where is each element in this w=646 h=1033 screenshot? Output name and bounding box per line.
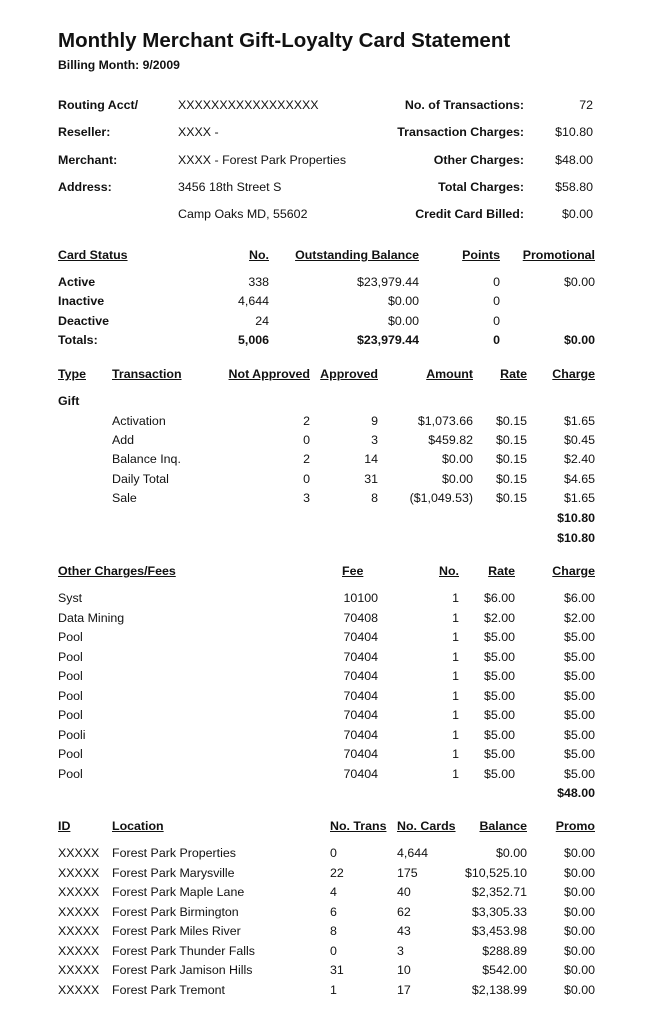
location-promo: $0.00 xyxy=(563,904,595,919)
location-cards: 43 xyxy=(397,924,411,938)
fee-rate: $5.00 xyxy=(483,688,515,703)
total-promotional: $0.00 xyxy=(563,333,595,347)
totals-label: Totals: xyxy=(58,333,98,347)
summary-value: $58.80 xyxy=(555,180,593,194)
column-header: ID xyxy=(58,819,71,833)
fee-rate: $5.00 xyxy=(483,766,515,781)
location-cards: 3 xyxy=(397,943,404,958)
fee-rate: $5.00 xyxy=(483,630,515,644)
fee-code: 70408 xyxy=(343,610,378,625)
location-trans: 1 xyxy=(330,982,337,997)
column-header: Transaction xyxy=(112,367,182,381)
fee-code: 70404 xyxy=(343,727,378,742)
transaction-name: Daily Total xyxy=(112,472,169,486)
fee-charge: $5.00 xyxy=(563,747,595,761)
card-count: 338 xyxy=(248,275,269,289)
fee-charge: $6.00 xyxy=(563,591,595,605)
summary-value: 72 xyxy=(579,98,593,112)
location-id: XXXXX xyxy=(58,846,100,860)
outstanding-balance: $0.00 xyxy=(387,314,419,328)
rate: $0.15 xyxy=(495,433,527,447)
transaction-name: Activation xyxy=(112,414,166,428)
fee-code: 70404 xyxy=(343,649,378,664)
column-header: Balance xyxy=(479,819,527,833)
location-id: XXXXX xyxy=(58,904,100,919)
fee-count: 1 xyxy=(452,610,459,625)
account-label: Routing Acct/ xyxy=(58,98,139,112)
fee-name: Pool xyxy=(58,688,83,703)
fee-charge: $2.00 xyxy=(563,610,595,625)
summary-label: Transaction Charges: xyxy=(397,125,524,139)
not-approved: 2 xyxy=(303,452,310,466)
not-approved: 0 xyxy=(303,433,310,447)
column-header: Charge xyxy=(552,367,595,381)
summary-value: $0.00 xyxy=(561,207,593,221)
column-header: Card Status xyxy=(58,248,128,262)
column-header: Rate xyxy=(488,564,515,578)
location-id: XXXXX xyxy=(58,963,100,977)
location-balance: $2,138.99 xyxy=(471,982,527,997)
location-balance: $2,352.71 xyxy=(471,885,527,899)
column-header: Points xyxy=(462,248,500,262)
fee-name: Data Mining xyxy=(58,610,125,625)
fee-rate: $5.00 xyxy=(483,727,515,742)
fee-charge: $5.00 xyxy=(563,727,595,742)
column-header: No. xyxy=(249,248,269,262)
account-label: Address: xyxy=(58,180,112,194)
approved: 31 xyxy=(364,472,378,486)
amount: ($1,049.53) xyxy=(409,491,473,505)
location-cards: 62 xyxy=(397,904,411,919)
column-header: Type xyxy=(58,367,86,381)
fee-name: Pool xyxy=(58,747,83,761)
column-header: Approved xyxy=(320,367,378,381)
summary-value: $10.80 xyxy=(555,125,593,139)
fee-count: 1 xyxy=(452,688,459,703)
fee-charge: $5.00 xyxy=(563,766,595,781)
fee-count: 1 xyxy=(452,727,459,742)
location-promo: $0.00 xyxy=(563,865,595,880)
location-id: XXXXX xyxy=(58,885,100,899)
location-cards: 40 xyxy=(397,885,411,899)
transaction-total: $10.80 xyxy=(557,531,595,545)
amount: $0.00 xyxy=(441,452,473,466)
charge: $1.65 xyxy=(563,491,595,505)
location-balance: $0.00 xyxy=(495,846,527,860)
account-label: Merchant: xyxy=(58,153,118,167)
location-cards: 10 xyxy=(397,963,411,977)
total-count: 5,006 xyxy=(237,333,269,347)
approved: 9 xyxy=(371,414,378,428)
fee-rate: $5.00 xyxy=(483,708,515,722)
location-promo: $0.00 xyxy=(563,846,595,860)
fee-code: 70404 xyxy=(343,630,378,644)
location-balance: $3,305.33 xyxy=(471,904,527,919)
transaction-name: Add xyxy=(112,433,135,447)
not-approved: 0 xyxy=(303,472,310,486)
column-header: Promotional xyxy=(522,248,595,262)
card-count: 4,644 xyxy=(237,294,269,308)
transaction-name: Sale xyxy=(112,491,137,505)
fee-name: Pooli xyxy=(58,727,86,742)
transaction-type: Gift xyxy=(58,394,80,408)
billing-month: Billing Month: 9/2009 xyxy=(58,58,180,72)
column-header: No. Trans xyxy=(330,819,387,833)
fee-code: 10100 xyxy=(343,591,378,605)
other-charges-total: $48.00 xyxy=(557,786,595,800)
approved: 14 xyxy=(364,452,378,466)
column-header: No. xyxy=(439,564,459,578)
fee-count: 1 xyxy=(452,630,459,644)
location-id: XXXXX xyxy=(58,943,100,958)
fee-charge: $5.00 xyxy=(563,708,595,722)
location-name: Forest Park Tremont xyxy=(112,982,225,997)
column-header: Outstanding Balance xyxy=(295,248,419,262)
account-value: XXXXXXXXXXXXXXXXX xyxy=(178,98,319,112)
location-cards: 4,644 xyxy=(397,846,429,860)
location-promo: $0.00 xyxy=(563,885,595,899)
account-value: XXXX - xyxy=(178,125,219,139)
column-header: Other Charges/Fees xyxy=(58,564,176,578)
fee-rate: $5.00 xyxy=(483,669,515,683)
promotional: $0.00 xyxy=(563,275,595,289)
location-trans: 4 xyxy=(330,885,337,899)
account-value: Camp Oaks MD, 55602 xyxy=(178,207,308,221)
location-trans: 31 xyxy=(330,963,344,977)
fee-code: 70404 xyxy=(343,766,378,781)
location-promo: $0.00 xyxy=(563,924,595,938)
fee-name: Pool xyxy=(58,669,83,683)
location-cards: 175 xyxy=(397,865,418,880)
amount: $459.82 xyxy=(428,433,473,447)
location-trans: 8 xyxy=(330,924,337,938)
location-balance: $3,453.98 xyxy=(471,924,527,938)
transaction-name: Balance Inq. xyxy=(112,452,181,466)
charge: $2.40 xyxy=(563,452,595,466)
summary-label: Total Charges: xyxy=(438,180,524,194)
summary-value: $48.00 xyxy=(555,153,593,167)
fee-charge: $5.00 xyxy=(563,649,595,664)
fee-rate: $2.00 xyxy=(483,610,515,625)
rate: $0.15 xyxy=(495,472,527,486)
fee-code: 70404 xyxy=(343,708,378,722)
column-header: Fee xyxy=(342,564,364,578)
fee-count: 1 xyxy=(452,669,459,683)
location-name: Forest Park Jamison Hills xyxy=(112,963,253,977)
location-balance: $542.00 xyxy=(482,963,527,977)
rate: $0.15 xyxy=(495,414,527,428)
page-title: Monthly Merchant Gift-Loyalty Card Statement xyxy=(58,29,511,52)
approved: 8 xyxy=(371,491,378,505)
location-promo: $0.00 xyxy=(563,963,595,977)
transaction-subtotal: $10.80 xyxy=(557,511,595,525)
column-header: Promo xyxy=(555,819,595,833)
outstanding-balance: $0.00 xyxy=(387,294,419,308)
amount: $0.00 xyxy=(441,472,473,486)
approved: 3 xyxy=(371,433,378,447)
fee-charge: $5.00 xyxy=(563,688,595,703)
fee-count: 1 xyxy=(452,708,459,722)
charge: $0.45 xyxy=(563,433,595,447)
card-status-label: Inactive xyxy=(58,294,105,308)
fee-rate: $5.00 xyxy=(483,649,515,664)
fee-name: Syst xyxy=(58,591,83,605)
column-header: Rate xyxy=(500,367,527,381)
points: 0 xyxy=(493,314,500,328)
account-label: Reseller: xyxy=(58,125,111,139)
location-name: Forest Park Birmington xyxy=(112,904,239,919)
location-cards: 17 xyxy=(397,982,411,997)
card-count: 24 xyxy=(255,314,269,328)
location-balance: $288.89 xyxy=(482,943,527,958)
total-points: 0 xyxy=(493,333,500,347)
fee-name: Pool xyxy=(58,708,83,722)
total-balance: $23,979.44 xyxy=(356,333,419,347)
location-name: Forest Park Marysville xyxy=(112,865,235,880)
summary-label: Credit Card Billed: xyxy=(415,207,524,221)
location-name: Forest Park Thunder Falls xyxy=(112,943,256,958)
charge: $1.65 xyxy=(563,414,595,428)
account-value: XXXX - Forest Park Properties xyxy=(178,153,347,167)
fee-count: 1 xyxy=(452,591,459,605)
location-promo: $0.00 xyxy=(563,982,595,997)
points: 0 xyxy=(493,294,500,308)
not-approved: 2 xyxy=(303,414,310,428)
rate: $0.15 xyxy=(495,491,527,505)
location-id: XXXXX xyxy=(58,982,100,997)
summary-label: No. of Transactions: xyxy=(404,98,524,112)
fee-name: Pool xyxy=(58,766,83,781)
card-status-label: Active xyxy=(58,275,96,289)
fee-charge: $5.00 xyxy=(563,630,595,644)
location-trans: 0 xyxy=(330,943,337,958)
column-header: No. Cards xyxy=(397,819,456,833)
location-balance: $10,525.10 xyxy=(464,865,527,880)
location-name: Forest Park Properties xyxy=(112,846,236,860)
column-header: Location xyxy=(112,819,164,833)
fee-rate: $6.00 xyxy=(483,591,515,605)
location-id: XXXXX xyxy=(58,865,100,880)
summary-label: Other Charges: xyxy=(433,153,524,167)
fee-charge: $5.00 xyxy=(563,669,595,683)
not-approved: 3 xyxy=(303,491,310,505)
location-trans: 0 xyxy=(330,846,337,860)
column-header: Amount xyxy=(426,367,473,381)
location-name: Forest Park Maple Lane xyxy=(112,885,245,899)
amount: $1,073.66 xyxy=(417,414,473,428)
column-header: Not Approved xyxy=(228,367,310,381)
location-id: XXXXX xyxy=(58,924,100,938)
charge: $4.65 xyxy=(563,472,595,486)
column-header: Charge xyxy=(552,564,595,578)
fee-code: 70404 xyxy=(343,669,378,683)
fee-count: 1 xyxy=(452,747,459,761)
fee-count: 1 xyxy=(452,649,459,664)
outstanding-balance: $23,979.44 xyxy=(356,275,419,289)
fee-name: Pool xyxy=(58,630,83,644)
fee-rate: $5.00 xyxy=(483,747,515,761)
location-name: Forest Park Miles River xyxy=(112,924,241,938)
points: 0 xyxy=(493,275,500,289)
card-status-label: Deactive xyxy=(58,314,109,328)
fee-code: 70404 xyxy=(343,747,378,761)
location-promo: $0.00 xyxy=(563,943,595,958)
location-trans: 6 xyxy=(330,904,337,919)
location-trans: 22 xyxy=(330,865,344,880)
fee-name: Pool xyxy=(58,649,83,664)
fee-count: 1 xyxy=(452,766,459,781)
account-value: 3456 18th Street S xyxy=(178,180,282,194)
rate: $0.15 xyxy=(495,452,527,466)
fee-code: 70404 xyxy=(343,688,378,703)
